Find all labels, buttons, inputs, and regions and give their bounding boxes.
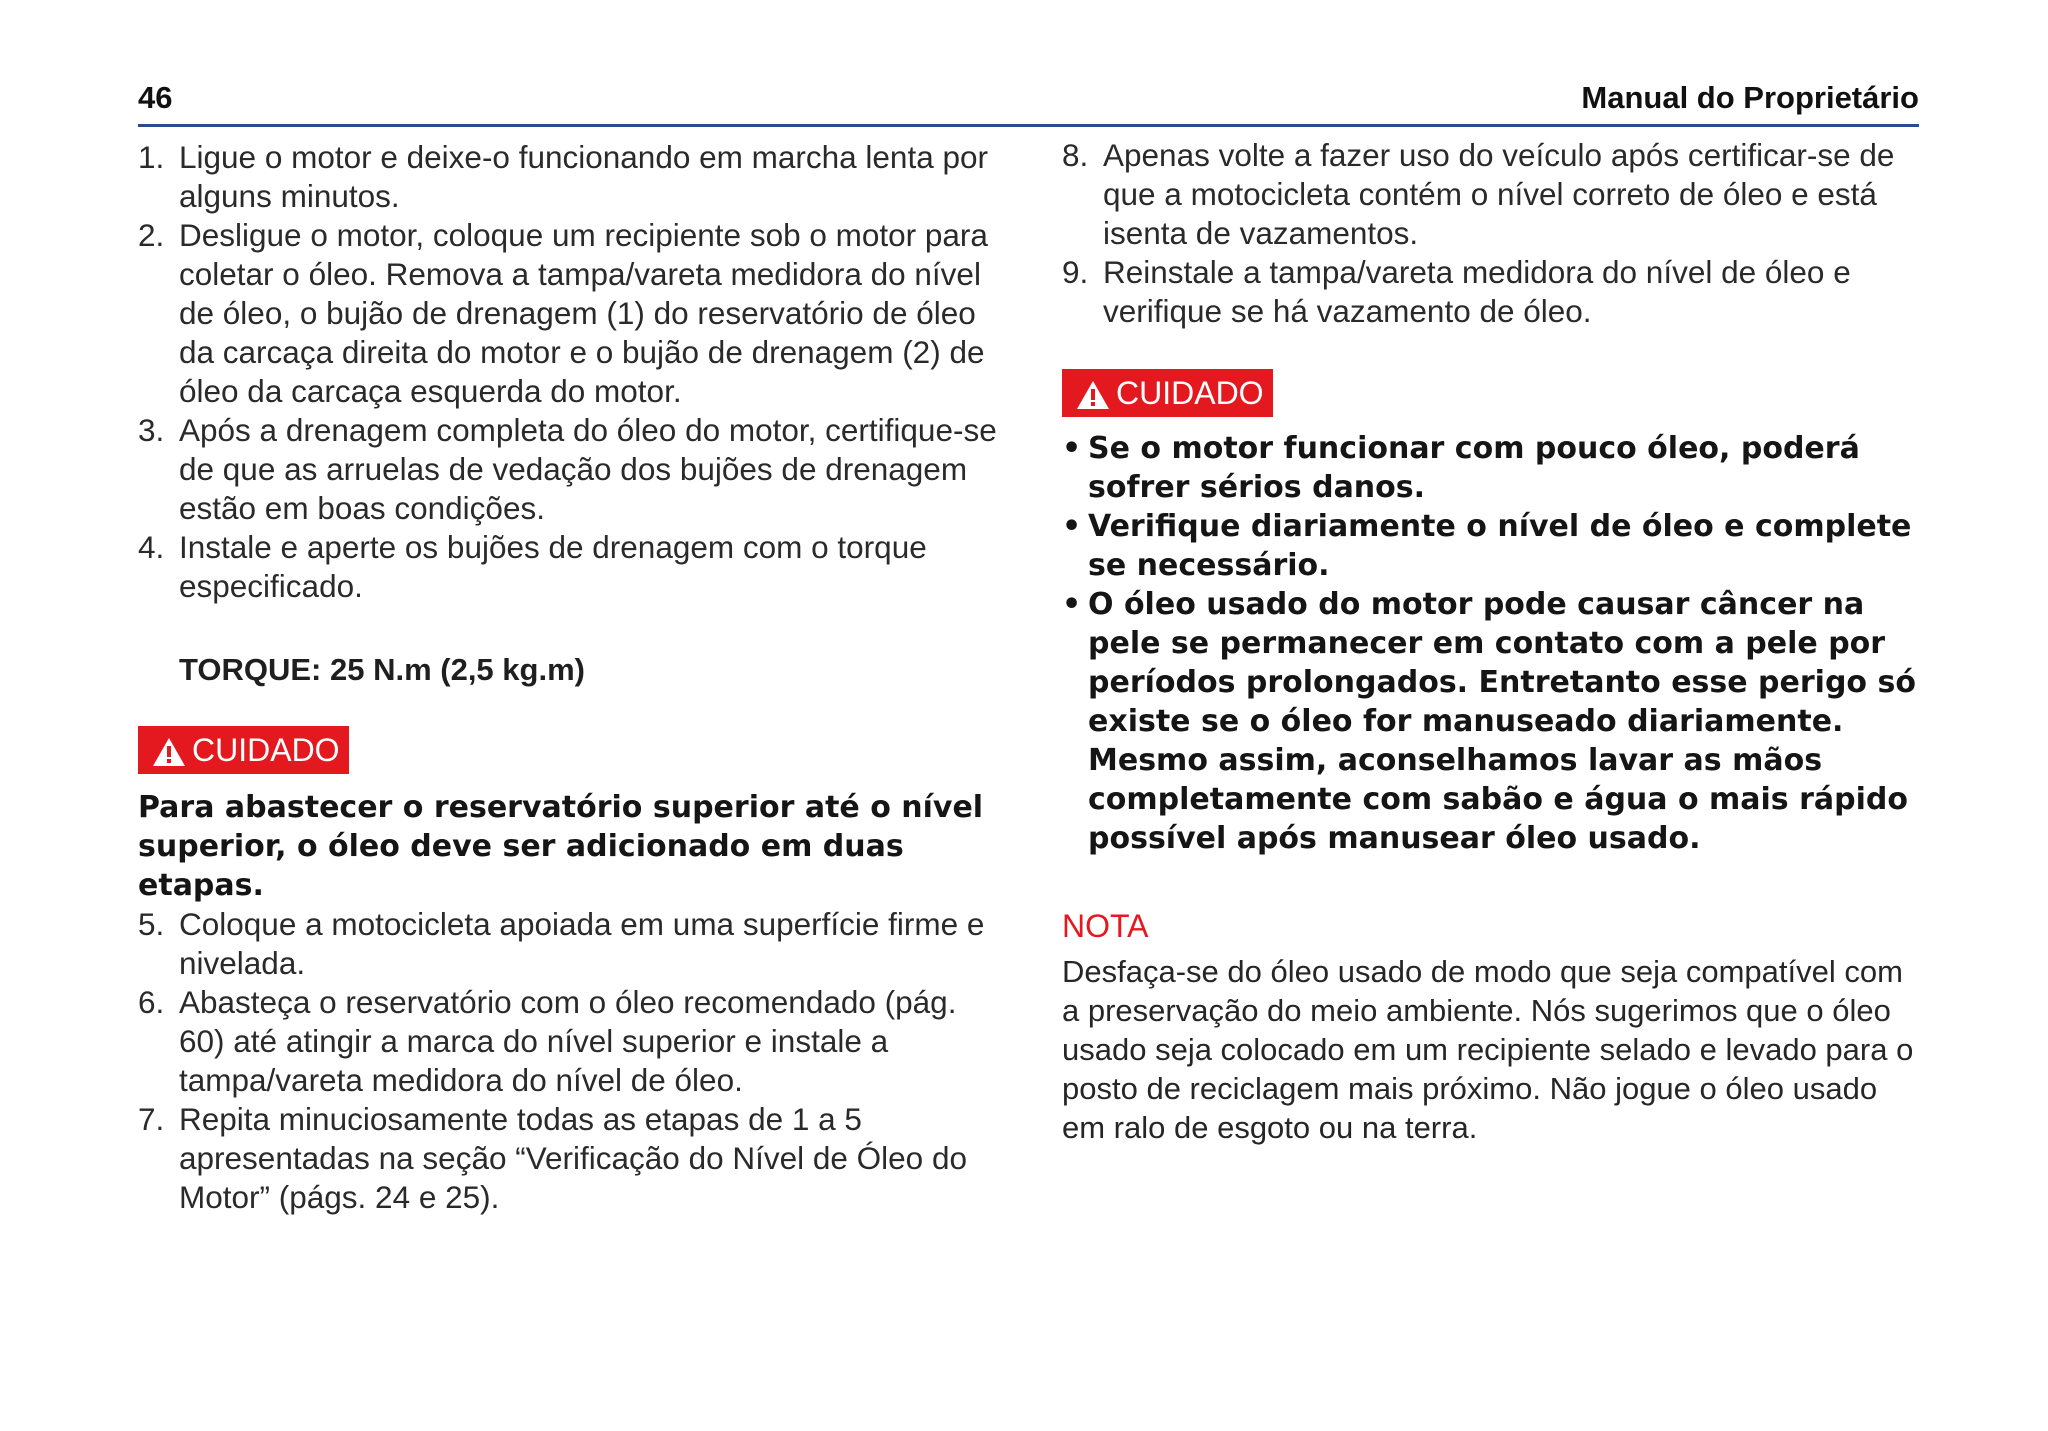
step-number: 5. (138, 906, 165, 942)
caution-badge (138, 726, 349, 774)
right-column (1062, 136, 1922, 1147)
list-item (138, 1100, 998, 1217)
bullet-text: Verifique diariamente o nível de óleo e complete se necessário. (1088, 509, 1912, 583)
bullet-mark: • (1062, 587, 1082, 622)
step-text: Apenas volte a fazer uso do veículo após certificar-se de que a motocicleta contém o nível correto de óleo e está isenta de vazamentos. (1103, 137, 1895, 251)
page-number: 46 (138, 80, 173, 115)
list-item (138, 411, 998, 528)
bullet-text: Se o motor funcionar com pouco óleo, poderá sofrer sérios danos. (1088, 431, 1860, 505)
warning-triangle-icon (1076, 380, 1110, 410)
step-number: 8. (1062, 137, 1089, 173)
warning-triangle-icon (152, 737, 186, 767)
bullet-mark: • (1062, 509, 1082, 544)
list-item (138, 528, 998, 606)
manual-title: Manual do Proprietário (1581, 80, 1919, 115)
step-number: 4. (138, 529, 165, 565)
page-header (138, 72, 1919, 127)
list-item (1062, 429, 1922, 507)
steps-list-c (1062, 136, 1922, 331)
list-item (1062, 253, 1922, 331)
caution-text: Para abastecer o reservatório superior até o nível superior, o óleo deve ser adicionado em duas etapas. (138, 790, 984, 903)
nota-text: Desfaça-se do óleo usado de modo que seja compatível com a preservação do meio ambiente. Nós sugerimos que o óleo usado seja colocado em um recipiente selado e levado para o posto de reciclagem mais próximo. Não jogue o óleo usado em ralo de esgoto ou na terra. (1062, 954, 1914, 1145)
step-text: Instale e aperte os bujões de drenagem com o torque especificado. (179, 529, 927, 604)
list-item (1062, 585, 1922, 858)
torque-spec: TORQUE: 25 N.m (2,5 kg.m) (179, 652, 585, 687)
step-number: 3. (138, 412, 165, 448)
list-item (1062, 136, 1922, 253)
bullet-mark: • (1062, 431, 1082, 466)
caution-badge (1062, 369, 1273, 417)
step-text: Coloque a motocicleta apoiada em uma superfície firme e nivelada. (179, 906, 985, 981)
steps-list-b (138, 905, 998, 1217)
list-item (138, 905, 998, 983)
step-text: Desligue o motor, coloque um recipiente sob o motor para coletar o óleo. Remova a tampa/vareta medidora do nível de óleo, o bujão de drenagem (1) do reservatório de óleo da carcaça direita do motor e o bujão de drenagem (2) de óleo da carcaça esquerda do motor. (179, 217, 988, 409)
steps-list-a (138, 138, 998, 606)
step-text: Ligue o motor e deixe-o funcionando em marcha lenta por alguns minutos. (179, 139, 988, 214)
list-item (1062, 507, 1922, 585)
caution-label: CUIDADO (1116, 375, 1264, 411)
step-number: 9. (1062, 254, 1089, 290)
step-number: 2. (138, 217, 165, 253)
left-column (138, 138, 998, 1217)
step-number: 7. (138, 1101, 165, 1137)
nota-label: NOTA (1062, 908, 1149, 944)
step-text: Repita minuciosamente todas as etapas de 1 a 5 apresentadas na seção “Verificação do Nível de Óleo do Motor” (págs. 24 e 25). (179, 1101, 967, 1215)
step-text: Abasteça o reservatório com o óleo recomendado (pág. 60) até atingir a marca do nível superior e instale a tampa/vareta medidora do nível de óleo. (179, 984, 957, 1098)
step-text: Reinstale a tampa/vareta medidora do nível de óleo e verifique se há vazamento de óleo. (1103, 254, 1851, 329)
step-text: Após a drenagem completa do óleo do motor, certifique-se de que as arruelas de vedação dos bujões de drenagem estão em boas condições. (179, 412, 997, 526)
bullet-text: O óleo usado do motor pode causar câncer na pele se permanecer em contato com a pele por períodos prolongados. Entretanto esse perigo só existe se o óleo for manuseado diariamente. Mesmo assim, aconselhamos lavar as mãos completamente com sabão e água o mais rápido possível após manusear óleo usado. (1088, 587, 1916, 856)
caution-label: CUIDADO (192, 732, 340, 768)
step-number: 6. (138, 984, 165, 1020)
list-item (138, 138, 998, 216)
list-item (138, 216, 998, 411)
step-number: 1. (138, 139, 165, 175)
list-item (138, 983, 998, 1100)
caution-bullets (1062, 429, 1922, 858)
